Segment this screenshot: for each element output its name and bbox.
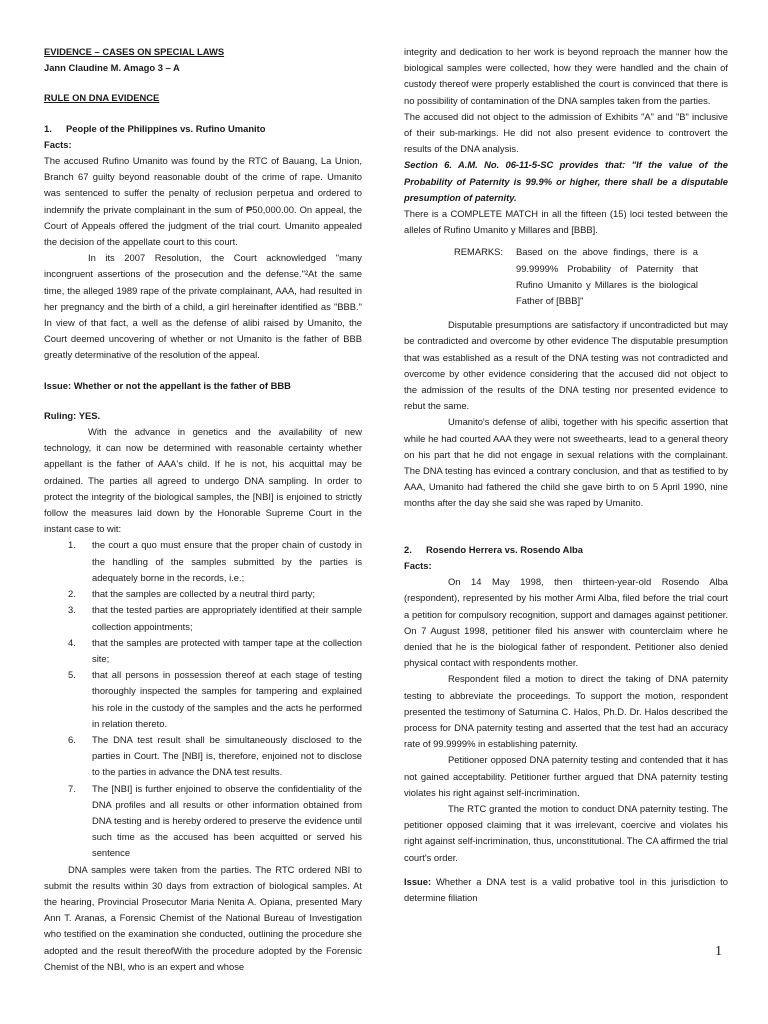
- measure-text: that all persons in possession thereof at each stage of testing thoroughly inspected the samples for tampering and explained his role in the custody of the samples and the acts he performed in relation thereto.: [92, 669, 362, 729]
- remarks-text: Based on the above findings, there is a 99.9999% Probability of Paternity that Rufino Umanito y Millares is the biological Father of [BBB]": [516, 246, 698, 307]
- right-column: [404, 44, 728, 906]
- measure-item: [44, 732, 362, 781]
- remarks-block: [454, 244, 728, 309]
- page-number: 1: [715, 944, 722, 959]
- case1-title: People of the Philippines vs. Rufino Umanito: [66, 122, 266, 134]
- case2-paragraph-3: Petitioner opposed DNA paternity testing and contended that it has not gained acceptability. Petitioner further argued that DNA paternity testing violates his right against self-incrimination.: [404, 754, 728, 798]
- measure-text: The DNA test result shall be simultaneously disclosed to the parties in Court. The [NBI] is, therefore, enjoined not to disclose to the parties in advance the DNA test results.: [92, 733, 362, 778]
- case1-facts-label: Facts:: [44, 138, 72, 150]
- case2-issue-text: Whether a DNA test is a valid probative tool in this jurisdiction to determine filiation: [404, 875, 728, 903]
- case2-issue-label: Issue:: [404, 875, 432, 887]
- measure-text: that the tested parties are appropriately identified at their sample collection appointments;: [92, 604, 362, 632]
- case1-continued-paragraph-1: integrity and dedication to her work is beyond reproach the manner how the biological samples were collected, how they were handled and the chain of custody thereof were properly established the court is convinced that there is no possibility of contamination of the DNA samples taken from the parties.: [404, 46, 728, 106]
- measure-item: [44, 781, 362, 862]
- left-column: [44, 44, 362, 975]
- topic-heading: RULE ON DNA EVIDENCE: [44, 92, 160, 104]
- case2-number: 2.: [404, 543, 412, 555]
- measure-number: 1.: [68, 539, 76, 551]
- case1-facts-paragraph-1: The accused Rufino Umanito was found by the RTC of Bauang, La Union, Branch 67 guilty beyond reasonable doubt of the crime of rape. Umanito was sentenced to suffer the penalty of reclusion perpetua and ordered to indemnify the private complainant in the sum of ₱50,000.00. On appeal, the Court of Appeals offered the judgment of the trial court. Umanito appealed the decision of the appellate court to this court.: [44, 155, 362, 248]
- case1-issue: Issue: Whether or not the appellant is the father of BBB: [44, 379, 291, 391]
- measure-item: [44, 602, 362, 634]
- case2-paragraph-2: Respondent filed a motion to direct the taking of DNA paternity testing to abbreviate the proceedings. To support the motion, respondent presented the testimony of Saturnina C. Halos, Ph.D. Dr. Halos described the process for DNA paternity testing and asserted that the test had an accuracy rate of 99.9999% in establishing paternity.: [404, 673, 728, 750]
- measure-number: 5.: [68, 669, 76, 681]
- measure-number: 6.: [68, 733, 76, 745]
- author-line: Jann Claudine M. Amago 3 – A: [44, 62, 180, 74]
- measure-text: The [NBI] is further enjoined to observe the confidentiality of the DNA profiles and all results or other information obtained from DNA testing and is hereby ordered to preserve the evidence until such time as the accused has been acquitted or served his sentence: [92, 782, 362, 859]
- measure-text: the court a quo must ensure that the proper chain of custody in the handling of the samples submitted by the parties is adequately borne in the records, i.e.;: [92, 539, 362, 583]
- case1-continued-paragraph-3: There is a COMPLETE MATCH in all the fifteen (15) loci tested between the alleles of Rufino Umanito y Millares and [BBB].: [404, 208, 728, 236]
- remarks-label: REMARKS:: [454, 246, 503, 258]
- case1-ruling-paragraph-1: With the advance in genetics and the availability of new technology, it can now be determined with reasonable certainty whether appellant is the father of AAA's child. If he is not, his acquittal may be ordained. The parties all agreed to undergo DNA sampling. In order to protect the integrity of the biological samples, the [NBI] is enjoined to strictly follow the measures laid down by the Honorable Supreme Court in the instant case to wit:: [44, 426, 362, 535]
- measure-number: 4.: [68, 636, 76, 648]
- measure-item: [44, 586, 362, 602]
- case2-paragraph-4: The RTC granted the motion to conduct DNA paternity testing. The petitioner opposed claiming that it was irrelevant, coercive and violates his right against self-incrimination, thus, unconstitutional. The CA affirmed the trial court's order.: [404, 802, 728, 863]
- document-title: EVIDENCE – CASES ON SPECIAL LAWS: [44, 46, 225, 57]
- case1-continued-paragraph-4: Disputable presumptions are satisfactory if uncontradicted but may be contradicted and overcome by other evidence The disputable presumption that was established as a result of the DNA testing was not contradicted and overcome by other evidence considering that the accused did not object to the admission of the results of the DNA testing nor presented evidence to rebut the same.: [404, 319, 728, 412]
- case2-issue: [404, 874, 728, 906]
- case1-continued-paragraph-2: The accused did not object to the admission of Exhibits "A" and "B" inclusive of their sub-markings. He did not also present evidence to controvert the results of the DNA analysis.: [404, 110, 728, 155]
- measure-text: that the samples are collected by a neutral third party;: [92, 588, 316, 600]
- case1-number: 1.: [44, 122, 52, 134]
- case1-continued-paragraph-5: Umanito's defense of alibi, together with his specific assertion that while he had courted AAA they were not sweethearts, lead to a general theory on his part that he did not engage in sexual relations with the complainant. The DNA testing has evinced a contrary conclusion, and that as testified to by AAA, Umanito had fathered the child she gave birth to on 5 April 1990, nine months after the day she said she was raped by Umanito.: [404, 416, 728, 509]
- measure-item: [44, 537, 362, 586]
- case2-title: Rosendo Herrera vs. Rosendo Alba: [426, 543, 583, 555]
- measure-item: [44, 667, 362, 732]
- measure-number: 2.: [68, 588, 76, 600]
- case2-facts-label: Facts:: [404, 559, 432, 571]
- measure-item: [44, 635, 362, 667]
- section-6-quote: Section 6. A.M. No. 06-11-5-SC provides that: "If the value of the Probability of Paternity is 99.9% or higher, there shall be a disputable presumption of paternity.: [404, 159, 728, 203]
- case1-ruling-label: Ruling: YES.: [44, 409, 101, 421]
- measure-text: that the samples are protected with tamper tape at the collection site;: [92, 636, 362, 664]
- case2-paragraph-1: On 14 May 1998, then thirteen-year-old Rosendo Alba (respondent), represented by his mother Armi Alba, filed before the trial court a petition for compulsory recognition, support and damages against petitioner. On 7 August 1998, petitioner filed his answer with counterclaim where he denied that he is the biological father of respondent. Petitioner also denied physical contact with respondents mother.: [404, 576, 728, 669]
- case1-ruling-paragraph-2: DNA samples were taken from the parties. The RTC ordered NBI to submit the results within 30 days from extraction of biological samples. At the hearing, Provincial Prosecutor Maria Nenita A. Opiana, presented Mary Ann T. Aranas, a Forensic Chemist of the National Bureau of Investigation who testified on the examination she conducted, outlining the procedure she adopted and the result thereofWith the procedure adopted by the Forensic Chemist of the NBI, who is an expert and whose: [44, 863, 362, 972]
- case2-heading: [404, 542, 728, 558]
- measure-number: 3.: [68, 604, 76, 616]
- case1-heading: [44, 121, 362, 137]
- measure-number: 7.: [68, 782, 76, 794]
- case1-facts-paragraph-2: In its 2007 Resolution, the Court acknowledged "many incongruent assertions of the prosecution and the defense."²At the same time, the alleged 1989 rape of the private complainant, AAA, had resulted in her pregnancy and the birth of a child, a girl hereinafter identified as "BBB." In view of that fact, a well as the defense of alibi raised by Umanito, the Court deemed uncovering of whether or not Umanito is the father of BBB greatly determinative of the resolution of the appeal.: [44, 252, 362, 361]
- measures-list: [44, 537, 362, 861]
